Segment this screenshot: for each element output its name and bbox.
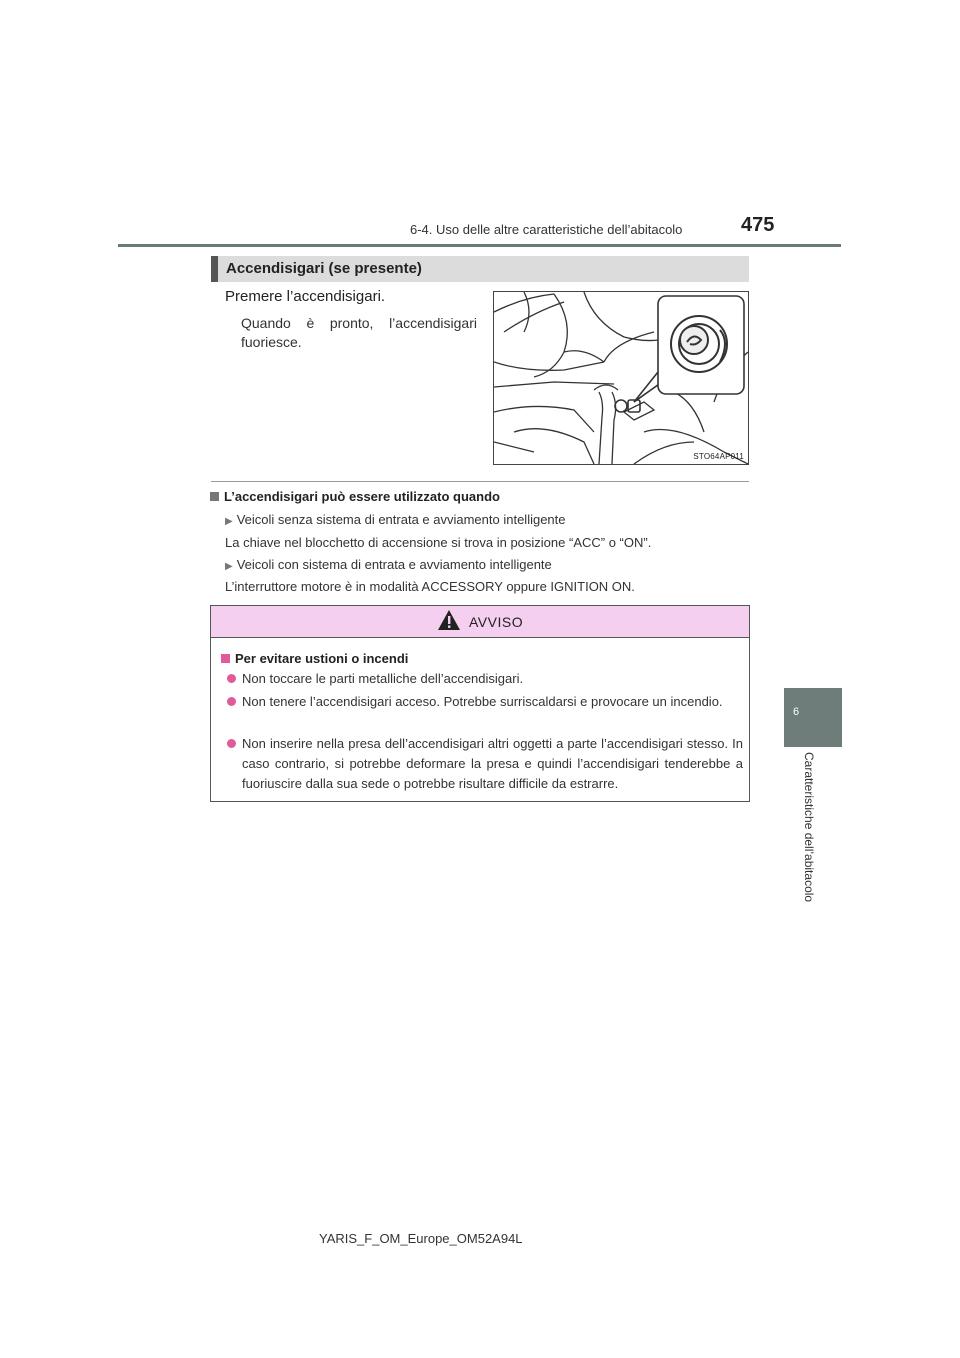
- note-bullet-2: ▶ Veicoli con sistema di entrata e avviamento intelligente: [225, 557, 552, 572]
- warning-item: Non toccare le parti metalliche dell’accendisigari.: [227, 669, 743, 689]
- section-title: Accendisigari (se presente): [226, 260, 422, 277]
- warning-subheading: Per evitare ustioni o incendi: [221, 651, 408, 666]
- warning-item: Non inserire nella presa dell’accendisigari altri oggetti a parte l’accendisigari stesso. In caso contrario, si potrebbe deformare la presa e quindi l’accendisigari tenderebbe a fuoriuscire dalla sua sede o potrebbe risultare difficile da estrarre.: [227, 734, 743, 794]
- square-bullet-icon: [221, 654, 230, 663]
- step-instruction: Premere l’accendisigari.: [225, 288, 386, 305]
- warning-header: [211, 606, 749, 638]
- circle-bullet-icon: [227, 739, 236, 748]
- chapter-number: 6: [792, 706, 800, 718]
- section-bar-mark: [211, 256, 218, 282]
- warning-item: Non tenere l’accendisigari acceso. Potrebbe surriscaldarsi e provocare un incendio.: [227, 692, 743, 712]
- section-title-bar: [211, 256, 749, 282]
- step-note-line1: Quando è pronto, l’accendisigari: [241, 315, 477, 331]
- note-heading: L’accendisigari può essere utilizzato quando: [210, 489, 500, 504]
- circle-bullet-icon: [227, 697, 236, 706]
- note-bullet-1: ▶ Veicoli senza sistema di entrata e avviamento intelligente: [225, 512, 566, 527]
- divider: [211, 481, 749, 482]
- page-number: 475: [741, 214, 775, 236]
- cigarette-lighter-illustration: [493, 291, 749, 465]
- chapter-label: Caratteristiche dell’abitacolo: [802, 752, 816, 903]
- header-section-title: 6-4. Uso delle altre caratteristiche dell’abitacolo: [410, 222, 683, 237]
- header-rule: [118, 244, 841, 247]
- circle-bullet-icon: [227, 674, 236, 683]
- footer-document-code: YARIS_F_OM_Europe_OM52A94L: [319, 1231, 523, 1246]
- step-note-line2: fuoriesce.: [241, 334, 302, 350]
- warning-box: [210, 605, 750, 802]
- dashboard-drawing: [494, 292, 748, 464]
- note-text-2: L’interruttore motore è in modalità ACCESSORY oppure IGNITION ON.: [225, 579, 635, 594]
- warning-title: AVVISO: [469, 614, 524, 630]
- triangle-right-icon: ▶: [225, 561, 233, 572]
- warning-triangle-icon: [437, 609, 461, 631]
- square-bullet-icon: [210, 492, 219, 501]
- note-text-1: La chiave nel blocchetto di accensione si trova in posizione “ACC” o “ON”.: [225, 535, 652, 550]
- illustration-code: STO64AP011: [693, 452, 744, 461]
- triangle-right-icon: ▶: [225, 516, 233, 527]
